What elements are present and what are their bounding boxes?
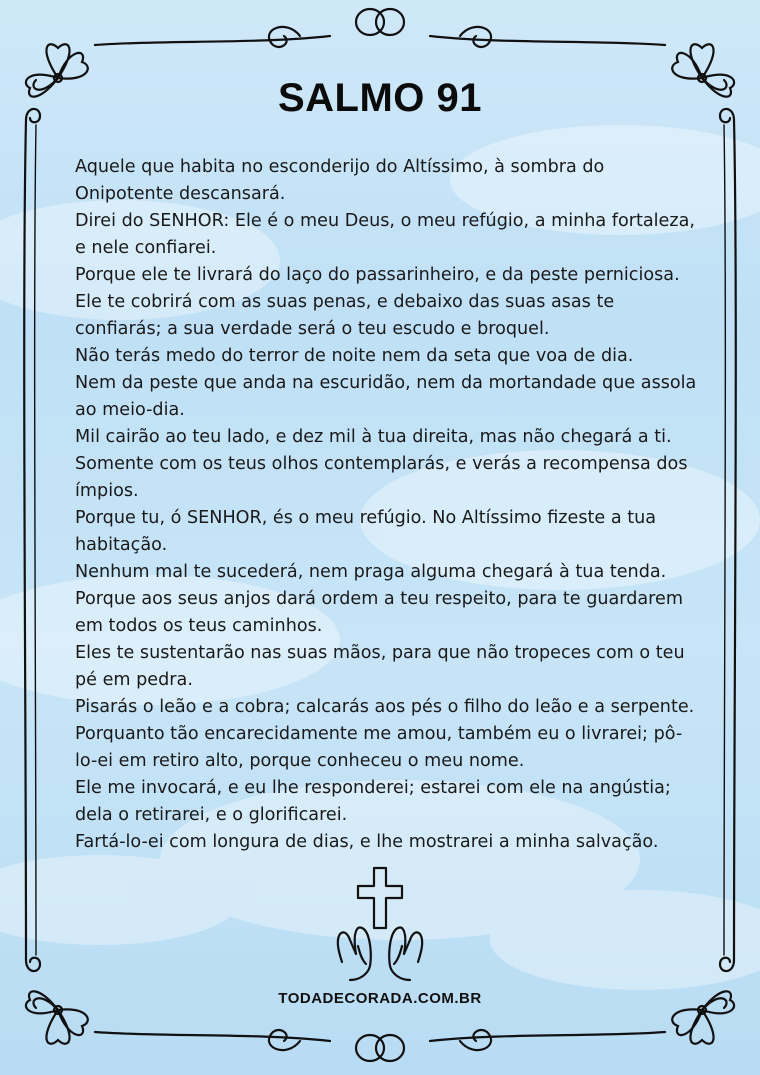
verse-10: Nenhum mal te sucederá, nem praga alguma chegará à tua tenda. <box>75 562 667 582</box>
psalm-text <box>75 154 700 856</box>
verse-11: Porque aos seus anjos dará ordem a teu respeito, para te guardarem em todos os teus caminhos. <box>75 589 683 636</box>
verse-2: Direi do SENHOR: Ele é o meu Deus, o meu refúgio, a minha fortaleza, e nele confiarei. <box>75 211 695 258</box>
verse-16: Fartá-lo-ei com longura de dias, e lhe mostrarei a minha salvação. <box>75 832 659 852</box>
verse-6: Nem da peste que anda na escuridão, nem da mortandade que assola ao meio-dia. <box>75 373 697 420</box>
verse-15: Ele me invocará, e eu lhe responderei; estarei com ele na angústia; dela o retirarei, e o glorificarei. <box>75 778 671 825</box>
interlocked-rings-icon <box>356 9 404 35</box>
verse-1: Aquele que habita no esconderijo do Altíssimo, à sombra do Onipotente descansará. <box>75 157 605 204</box>
verse-5: Não terás medo do terror de noite nem da seta que voa de dia. <box>75 346 634 366</box>
verse-13: Pisarás o leão e a cobra; calcarás aos pés o filho do leão e a serpente. <box>75 697 695 717</box>
verse-4: Ele te cobrirá com as suas penas, e debaixo das suas asas te confiarás; a sua verdade será o teu escudo e broquel. <box>75 292 615 339</box>
verse-9: Porque tu, ó SENHOR, és o meu refúgio. No Altíssimo fizeste a tua habitação. <box>75 508 657 555</box>
page-title: SALMO 91 <box>277 76 483 120</box>
verse-14: Porquanto tão encarecidamente me amou, também eu o livrarei; pô-lo-ei em retiro alto, porque conheceu o meu nome. <box>75 724 683 771</box>
verse-7: Mil cairão ao teu lado, e dez mil à tua direita, mas não chegará a ti. <box>75 427 672 447</box>
verse-12: Eles te sustentarão nas suas mãos, para que não tropeces com o teu pé em pedra. <box>75 643 685 690</box>
interlocked-rings-bottom-icon <box>356 1035 404 1061</box>
verse-3: Porque ele te livrará do laço do passarinheiro, e da peste perniciosa. <box>75 265 680 285</box>
cross-with-praying-hands-icon <box>330 862 430 992</box>
website-url: TODADECORADA.COM.BR <box>278 990 482 1007</box>
verse-8: Somente com os teus olhos contemplarás, e verás a recompensa dos ímpios. <box>75 454 688 501</box>
